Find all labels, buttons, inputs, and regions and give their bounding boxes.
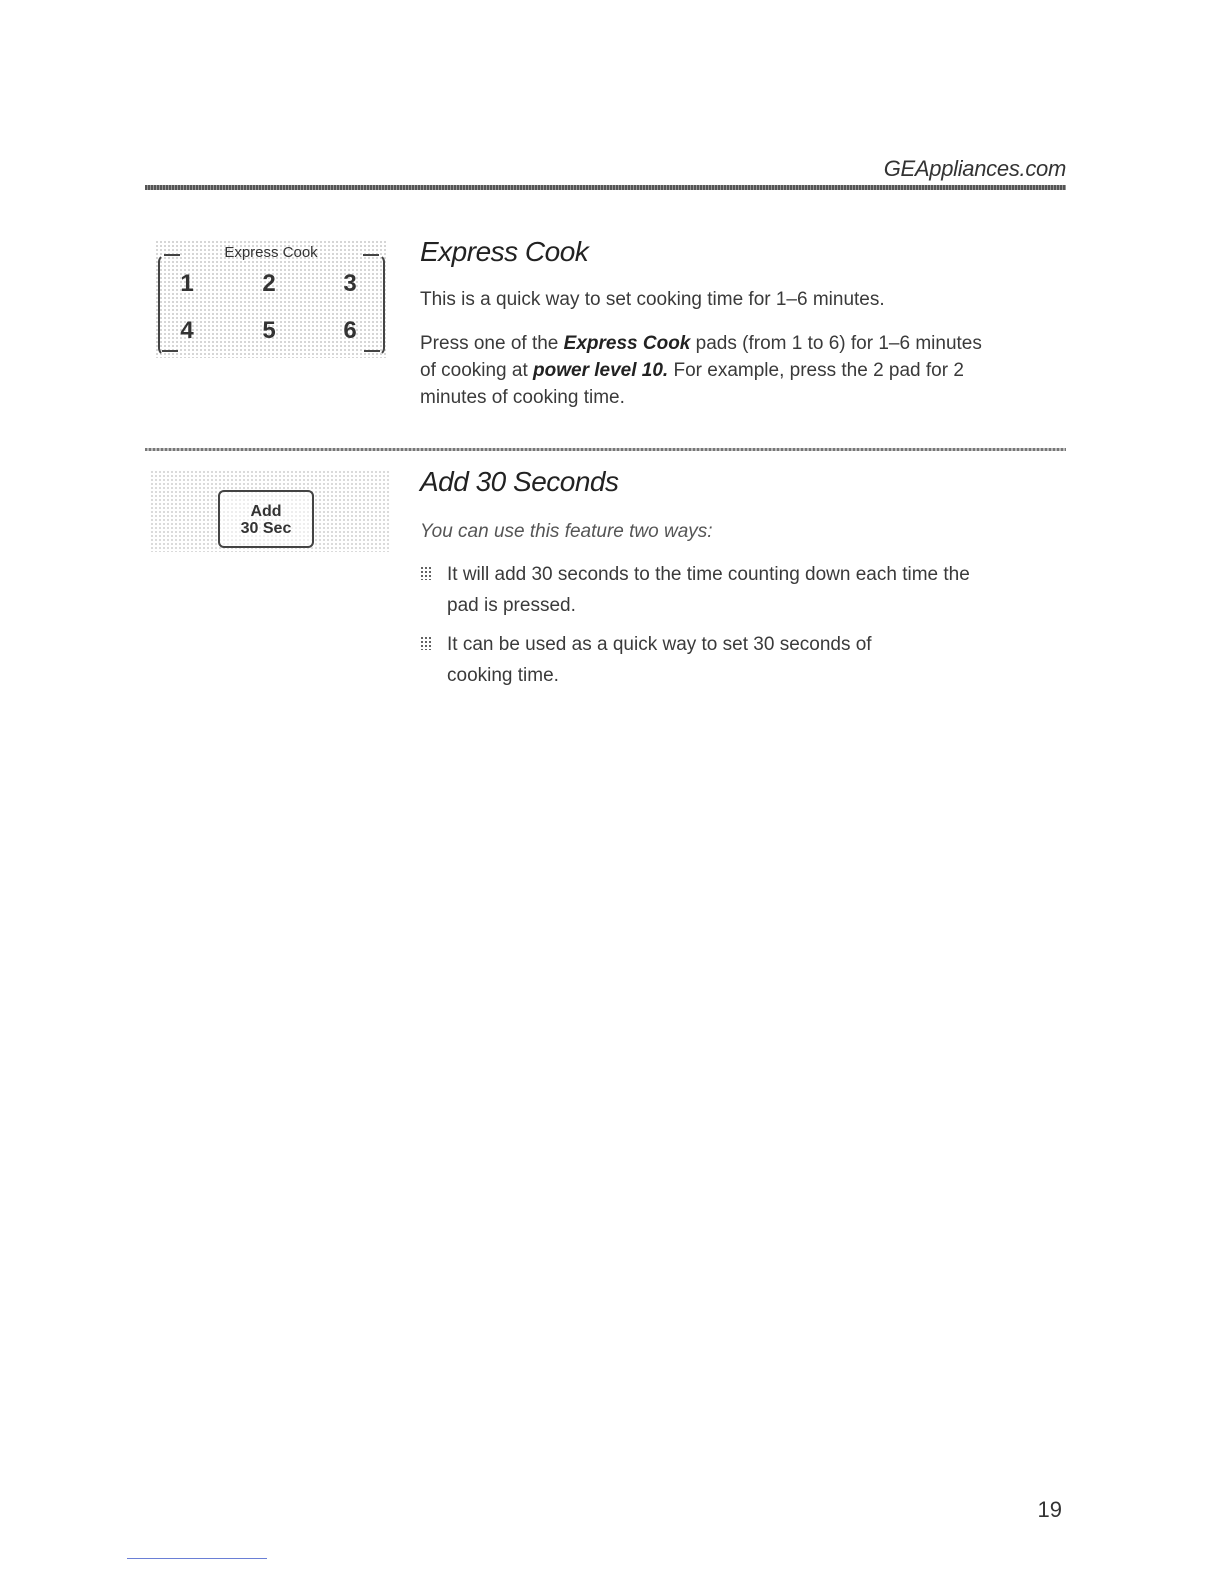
add-30-sec-illustration: [150, 470, 390, 552]
express-cook-intro: This is a quick way to set cooking time for 1–6 minutes.: [420, 289, 885, 310]
keypad-key-1: 1: [180, 270, 194, 297]
section-divider: [145, 448, 1066, 451]
express-cook-heading: Express Cook: [420, 236, 589, 267]
list-item: It can be used as a quick way to set 30 seconds of cooking time.: [420, 629, 1040, 691]
add-30-seconds-subtitle: You can use this feature two ways:: [420, 521, 713, 542]
keypad-key-5: 5: [262, 317, 276, 344]
list-item: It will add 30 seconds to the time counting down each time the pad is pressed.: [420, 559, 1040, 621]
add-30-sec-button-drawing: Add 30 Sec: [218, 490, 314, 548]
keypad-key-4: 4: [180, 317, 194, 344]
keypad-key-2: 2: [262, 270, 276, 297]
bullet-icon: [420, 636, 432, 650]
keypad-key-6: 6: [343, 317, 357, 344]
express-cook-keypad-illustration: [155, 240, 387, 358]
site-url: GEAppliances.com: [883, 156, 1066, 181]
footer-line: [127, 1558, 267, 1559]
header-rule: [145, 185, 1066, 190]
add-30-seconds-heading: Add 30 Seconds: [420, 466, 619, 497]
keypad-label: Express Cook: [224, 244, 318, 261]
page-number: 19: [1037, 1497, 1062, 1522]
keypad-key-3: 3: [343, 270, 357, 297]
express-cook-description: Press one of the Express Cook pads (from 1 to 6) for 1–6 minutes of cooking at power level 10. For example, press the 2 pad for 2 minutes of cooking time.: [420, 333, 982, 408]
bullet-icon: [420, 566, 432, 580]
